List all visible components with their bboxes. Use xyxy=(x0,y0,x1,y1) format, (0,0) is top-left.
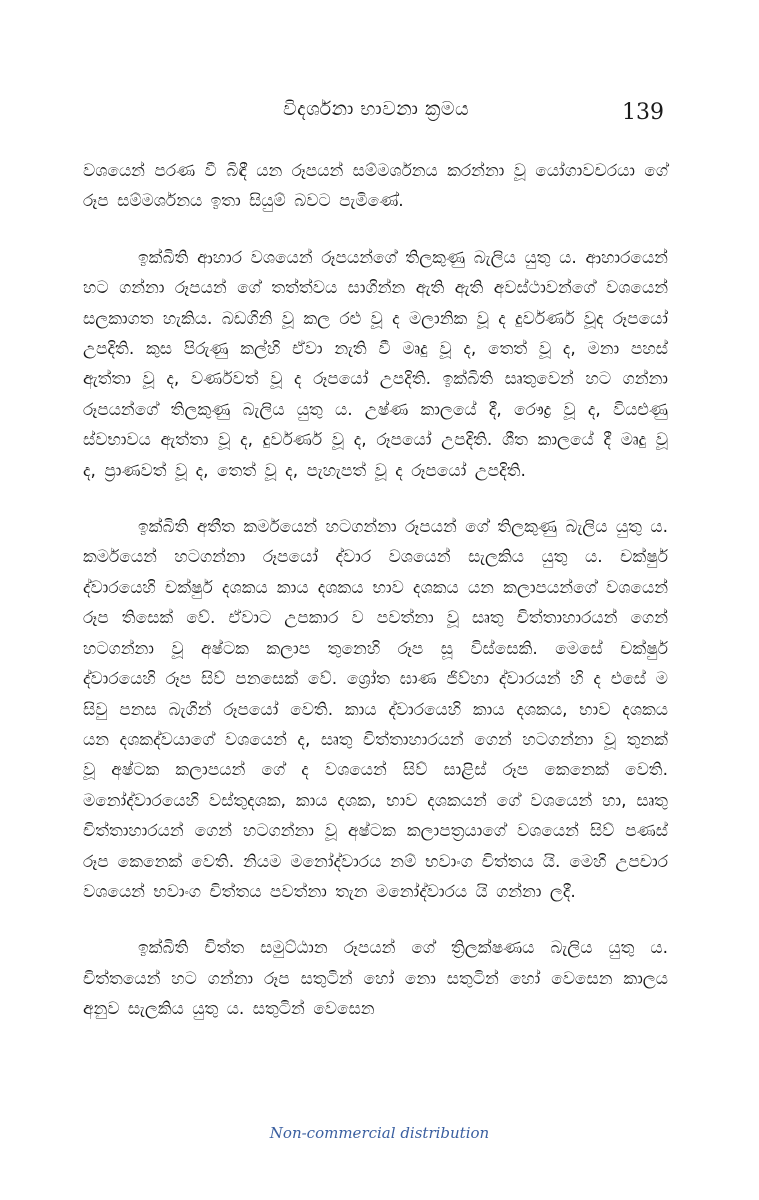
running-title: විදර්ශනා භාවනා ක්‍රමය xyxy=(283,98,470,120)
paragraph-continuation: වශයෙන් පරණ වී බිඳී යන රූපයන් සම්මර්ශනය කරන්නා වූ යෝගාවචරයා ගේ රූප සම්මර්ශනය ඉතා සියුම් බවට පැමිණේ. xyxy=(83,161,668,212)
page-number: 139 xyxy=(622,100,664,125)
paragraph-food-born-matter: ඉක්බිති ආහාර වශයෙන් රූපයන්ගේ තිලකුණු බැලිය යුතු ය. ආහාරයෙන් හට ගන්නා රූපයන් ගේ තත්ත්වය සාගින්න ඇති ඇති අවස්ථාවන්ගේ වශයෙන් සලකාගත හැකිය. බඩගිනි වූ කල රළු වූ ද මලානික වූ ද දුර්වර්ණ වූද රූපයෝ උපදිති. කුස පිරුණු කල්හි ඒවා නැති වී මෘදු වූ ද, තෙත් වූ ද, මනා පහස් ඇත්තා වූ ද, වර්ණවත් වූ ද රූපයෝ උපදිති. ඉක්බිති සෘතුවෙන් හට ගන්නා රූපයන්ගේ තිලකුණු බැලිය යුතු ය. උෂ්ණ කාලයේ දී, රෞද්‍ර වූ ද, වියළුණු ස්වභාවය ඇත්තා වූ ද, දුර්වර්ණ වූ ද, රූපයෝ උපදිති. ශීත කාලයේ දී මෘදු වූ ද, ප්‍රාණවත් වූ ද, තෙත් වූ ද, පැහැපත් වූ ද රූපයෝ උපදිති. xyxy=(83,247,668,481)
footer-watermark: Non-commercial distribution xyxy=(269,1124,490,1142)
paragraph-mind-born-matter: ඉක්බිති චිත්ත සමුට්ඨාන රූපයන් ගේ ත්‍රිලක්ෂණය බැලිය යුතු ය. චිත්තයෙන් හට ගන්නා රූප සතුටින් හෝ නො සතුටින් හෝ වෙසෙන කාලය අනුව සැලකිය යුතු ය. සතුටින් වෙසෙන xyxy=(83,938,668,1020)
paragraph-kamma-born-matter: ඉක්බිති අතීත කර්මයෙන් හටගන්නා රූපයන් ගේ තිලකුණු බැලිය යුතු ය. කර්මයෙන් හටගන්නා රූපයෝ ද්වාර වශයෙන් සැලකිය යුතු ය. චක්ෂුර් ද්වාරයෙහි චක්ෂුර් දශකය කාය දශකය භාව දශකය යන කලාපයන්ගේ වශයෙන් රූප තිසෙක් වේ. ඒවාට උපකාර ව පවත්නා වූ සෘතු චිත්තාහාරයන් ගෙන් හටගන්නා වූ අෂ්ටක කලාප තුනෙහි රූප සූ විස්සෙකි. මෙසේ චක්ෂුර් ද්වාරයෙහි රූප සිව් පනසෙක් වේ. ශ්‍රෝත ඝාණ ජිව්හා ද්වාරයන් හි ද එසේ ම සිවු පනස බැගින් රූපයෝ වෙති. කාය ද්වාරයෙහි කාය දශකය, භාව දශකය යන දශකද්වයාගේ වශයෙන් ද, සෘතු චිත්තාහාරයන් ගෙන් හටගන්නා වූ තුනක් වූ අෂ්ටක කලාපයන් ගේ ද වශයෙන් සිව් සාළිස් රූප කෙනෙක් වෙති. මනෝද්වාරයෙහි වස්තුදශක, කාය දශක, භාව දශකයන් ගේ වශයෙන් හා, සෘතු චිත්තාහාරයන් ගෙන් හටගන්නා වූ අෂ්ටක කලාපත්‍රයාගේ වශයෙන් සිව් පණස් රූප කෙනෙක් වෙති. නියම මනෝද්වාරය නම් භවාංග චිත්තය යි. මෙහි උපචාර වශයෙන් භවාංග චිත්තය පවත්නා තැන මනෝද්වාරය යි ගන්නා ලදී. xyxy=(83,517,668,902)
body-text xyxy=(83,156,668,1025)
